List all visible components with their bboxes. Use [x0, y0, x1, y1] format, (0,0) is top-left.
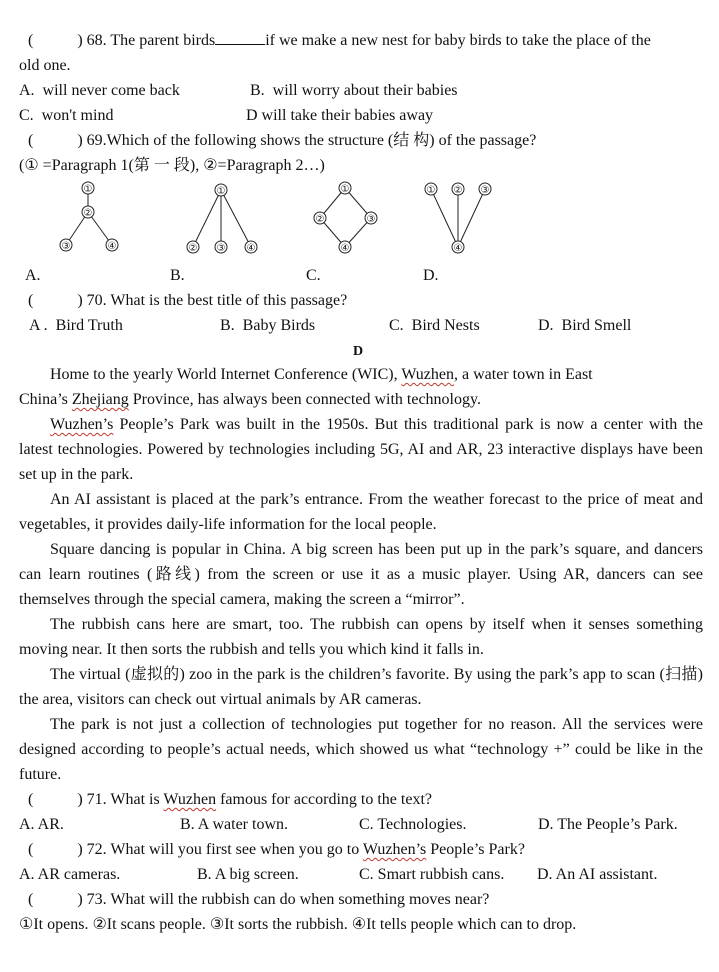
q68-stem-cont: old one.	[19, 57, 71, 74]
q72-option-b[interactable]: B. A big screen.	[197, 866, 299, 883]
p2-text: People’s Park was built in the 1950s. But this traditional park is now a center with the latest technologies. Powered by technologies including 5G, AI and AR, 23 interactive displays have been set up in the park.	[19, 416, 703, 483]
q69-option-c[interactable]: C.	[306, 267, 321, 284]
answer-paren-close: )	[77, 791, 83, 808]
q69-option-d[interactable]: D.	[423, 267, 439, 284]
q71-wuzhen: Wuzhen	[163, 791, 217, 808]
diagram-a-node-3: ③	[61, 241, 71, 252]
answer-paren-open: (	[28, 32, 34, 49]
fill-blank	[215, 28, 265, 45]
q68-option-d[interactable]: D will take their babies away	[246, 107, 434, 124]
diagram-d-node-4: ④	[453, 243, 463, 254]
diagram-a	[60, 182, 118, 252]
q68-stem-after: if we make a new nest for baby birds to take the place of the	[265, 32, 651, 49]
passage-paragraph-6: The virtual (虚拟的) zoo in the park is the children’s favorite. By using the park’s app to scan (扫描) the area, visitors can check out virtual animals by AR cameras.	[19, 666, 703, 708]
diagram-c-node-1: ①	[340, 184, 350, 195]
answer-paren-open: (	[28, 841, 34, 858]
p1-text-d: China’s	[19, 391, 72, 408]
q68-stem-before: 68. The parent birds	[86, 32, 216, 49]
diagram-a-node-4: ④	[107, 241, 117, 252]
q70-stem-text: 70. What is the best title of this passage?	[86, 292, 348, 309]
q71-option-c[interactable]: C. Technologies.	[359, 816, 467, 833]
passage-paragraph-1	[19, 362, 703, 412]
q72-wuzhens: Wuzhen’s	[362, 841, 427, 858]
q70-stem	[28, 288, 347, 313]
q69-option-a[interactable]: A.	[25, 267, 41, 284]
passage-paragraph-5: The rubbish cans here are smart, too. The rubbish can opens by itself when it senses something moving near. It then sorts the rubbish and tells you which kind it falls in.	[19, 616, 703, 658]
diagram-b-node-4: ④	[246, 243, 256, 254]
diagram-c-node-4: ④	[340, 243, 350, 254]
diagram-b-node-2: ②	[188, 243, 198, 254]
q69-note: (① =Paragraph 1(第 一 段), ②=Paragraph 2…)	[19, 157, 325, 174]
q68-option-b[interactable]: B. will worry about their babies	[250, 82, 458, 99]
q71-option-a[interactable]: A. AR.	[19, 816, 64, 833]
section-heading: D	[353, 344, 364, 359]
q71-option-d[interactable]: D. The People’s Park.	[538, 816, 678, 833]
diagram-d	[425, 183, 491, 254]
q72-option-d[interactable]: D. An AI assistant.	[537, 866, 658, 883]
diagram-b-node-3: ③	[216, 243, 226, 254]
p1-text-c: , a water town in East	[454, 366, 593, 383]
answer-paren-close: )	[77, 292, 83, 309]
diagram-a-node-2: ②	[83, 208, 93, 219]
diagram-d-node-1: ①	[426, 185, 436, 196]
diagram-c	[314, 182, 377, 254]
q72-stem-c: People’s Park?	[426, 841, 525, 858]
answer-paren-open: (	[28, 132, 34, 149]
q72-stem	[28, 837, 525, 862]
q73-statements: ①It opens. ②It scans people. ③It sorts the rubbish. ④It tells people which can to drop.	[19, 916, 577, 933]
q70-option-c[interactable]: C. Bird Nests	[389, 317, 480, 334]
q70-option-a[interactable]: A . Bird Truth	[29, 317, 123, 334]
diagram-c-node-3: ③	[366, 214, 376, 225]
q71-stem	[28, 787, 432, 812]
q69-option-b[interactable]: B.	[170, 267, 185, 284]
q72-option-a[interactable]: A. AR cameras.	[19, 866, 121, 883]
diagram-b	[187, 184, 257, 254]
q70-option-d[interactable]: D. Bird Smell	[538, 317, 632, 334]
q72-stem-a: 72. What will you first see when you go to	[86, 841, 363, 858]
diagram-b-node-1: ①	[216, 186, 226, 197]
passage-paragraph-7: The park is not just a collection of technologies put together for no reason. All the services were designed according to people’s actual needs, which showed us what “technology +” could be like in the future.	[19, 716, 703, 783]
q69-stem	[28, 128, 536, 153]
q71-stem-a: 71. What is	[86, 791, 164, 808]
answer-paren-open: (	[28, 791, 34, 808]
answer-paren-open: (	[28, 292, 34, 309]
passage-paragraph-2	[19, 412, 703, 487]
q68-stem	[28, 28, 651, 53]
p1-wuzhen: Wuzhen	[401, 366, 454, 383]
q71-option-b[interactable]: B. A water town.	[180, 816, 288, 833]
q68-option-c[interactable]: C. won't mind	[19, 107, 114, 124]
answer-paren-close: )	[77, 32, 83, 49]
passage-paragraph-3: An AI assistant is placed at the park’s entrance. From the weather forecast to the price of meat and vegetables, it provides daily-life information for the local people.	[19, 491, 703, 533]
q69-stem-text: 69.Which of the following shows the structure (结 构) of the passage?	[86, 132, 537, 149]
q68-option-a[interactable]: A. will never come back	[19, 82, 180, 99]
diagram-a-node-1: ①	[83, 184, 93, 195]
p1-zhejiang: Zhejiang	[71, 391, 129, 408]
answer-paren-close: )	[77, 132, 83, 149]
answer-paren-open: (	[28, 891, 34, 908]
diagram-c-node-2: ②	[315, 214, 325, 225]
structure-diagrams	[0, 175, 719, 260]
q71-stem-c: famous for according to the text?	[216, 791, 432, 808]
answer-paren-close: )	[77, 841, 83, 858]
p1-text-a: Home to the yearly World Internet Conference (WIC),	[50, 366, 402, 383]
q73-stem-text: 73. What will the rubbish can do when something moves near?	[86, 891, 490, 908]
answer-paren-close: )	[77, 891, 83, 908]
diagram-d-node-3: ③	[480, 185, 490, 196]
diagram-d-node-2: ②	[453, 185, 463, 196]
q70-option-b[interactable]: B. Baby Birds	[220, 317, 316, 334]
q73-stem	[28, 887, 489, 912]
p1-text-f: Province, has always been connected with technology.	[128, 391, 481, 408]
q72-option-c[interactable]: C. Smart rubbish cans.	[359, 866, 505, 883]
p2-wuzhens: Wuzhen’s	[50, 416, 114, 433]
passage-paragraph-4: Square dancing is popular in China. A big screen has been put up in the park’s square, and dancers can learn routines (路线) from the screen or use it as a music player. Using AR, dancers can see themselves through the special camera, making the screen a “mirror”.	[19, 541, 703, 608]
